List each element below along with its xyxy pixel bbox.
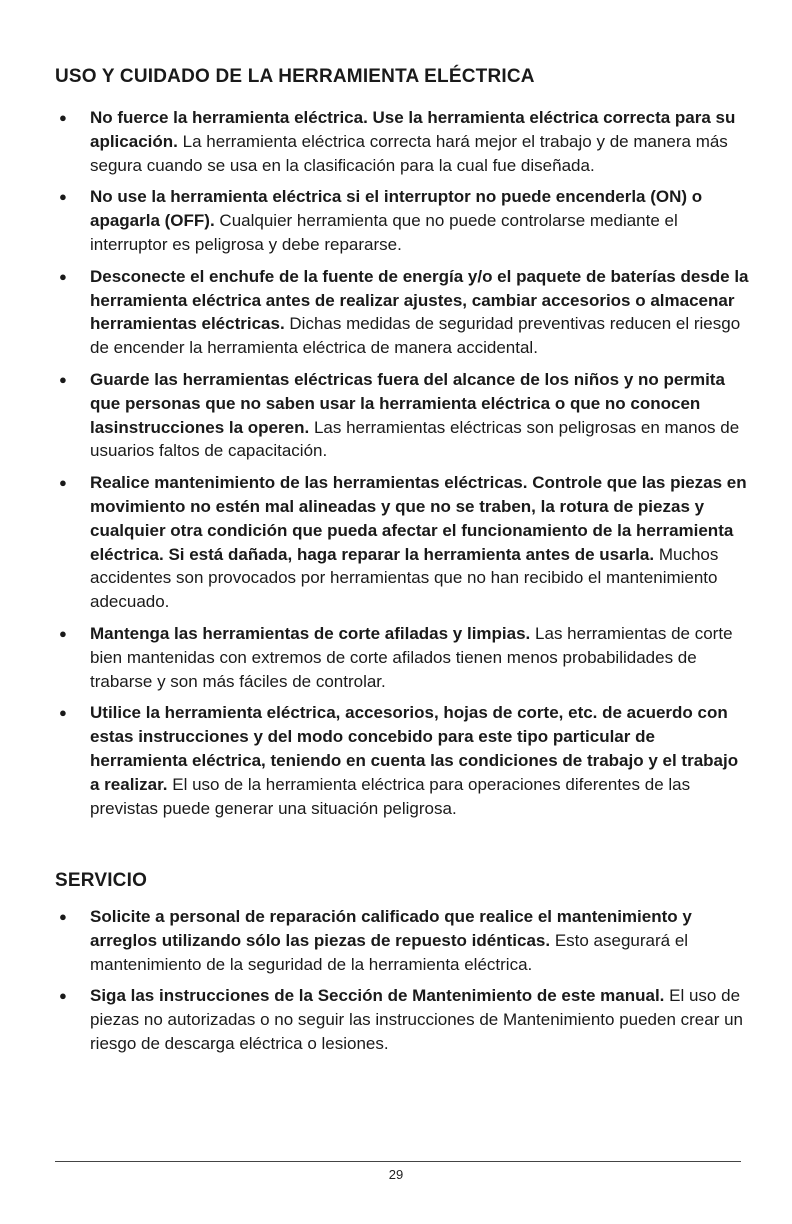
list-item: ● Mantenga las herramientas de corte afiladas y limpias. Las herramientas de corte bien mantenidas con extremos de corte afilados tienen menos probabilidades de trabarse y son más fáciles de controlar. [59,623,733,691]
page-number: 29 [388,1167,404,1182]
list-item: ● Realice mantenimiento de las herramientas eléctricas. Controle que las piezas en movimiento no estén mal alineadas y que no se traben, la rotura de piezas y cualquier otra condición que pueda afectar el funcionamiento de la herramienta eléctrica. Si está dañada, haga reparar la herramienta antes de usarla. Muchos accidentes son provocados por herramientas que no han recibido el mantenimiento adecuado. [59,473,747,612]
bullet-icon: ● [59,909,67,924]
footer-divider [55,1161,741,1162]
list-item: ● No fuerce la herramienta eléctrica. Use la herramienta eléctrica correcta para su aplicación. La herramienta eléctrica correcta hará mejor el trabajo y de manera más segura cuando se usa en la clasificación para la cual fue diseñada. [59,108,736,175]
bullet-icon: ● [59,268,67,284]
bullet-list-servicio [59,905,750,1064]
bullet-icon: ● [59,705,67,721]
bullet-icon: ● [59,371,67,387]
list-item: ● Siga las instrucciones de la Sección de Mantenimiento de este manual. El uso de piezas no autorizadas o no seguir las instrucciones de Mantenimiento pueden crear un riesgo de descarga eléctrica o lesiones. [59,986,744,1053]
list-item: ● Utilice la herramienta eléctrica, accesorios, hojas de corte, etc. de acuerdo con estas instrucciones y del modo concebido para este tipo particular de herramienta eléctrica, teniendo en cuenta las condiciones de trabajo y el trabajo a realizar. El uso de la herramienta eléctrica para operaciones diferentes de las previstas puede generar una situación peligrosa. [59,703,739,818]
list-item: ● No use la herramienta eléctrica si el interruptor no puede encenderla (ON) o apagarla (OFF). Cualquier herramienta que no puede controlarse mediante el interruptor es peligrosa y debe repararse. [59,187,703,254]
bullet-list-uso-cuidado [59,106,750,828]
bullet-icon: ● [59,189,67,205]
section-title-uso-cuidado: USO Y CUIDADO DE LA HERRAMIENTA ELÉCTRICA [55,66,535,87]
bullet-icon: ● [59,625,67,641]
list-item: ● Solicite a personal de reparación calificado que realice el mantenimiento y arreglos utilizando sólo las piezas de repuesto idénticas. Esto asegurará el mantenimiento de la seguridad de la herramienta eléctrica. [59,907,692,974]
list-item: ● Desconecte el enchufe de la fuente de energía y/o el paquete de baterías desde la herramienta eléctrica antes de realizar ajustes, cambiar accesorios o almacenar herramientas eléctricas. Dichas medidas de seguridad preventivas reducen el riesgo de encender la herramienta eléctrica de manera accidental. [59,266,749,358]
bullet-icon: ● [59,988,67,1004]
bullet-icon: ● [59,110,67,125]
section-title-servicio: SERVICIO [55,870,148,891]
bullet-icon: ● [59,475,67,491]
list-item: ● Guarde las herramientas eléctricas fuera del alcance de los niños y no permita que personas que no saben usar la herramienta eléctrica o que no conocen lasinstrucciones la operen. Las herramientas eléctricas son peligrosas en manos de usuarios faltos de capacitación. [59,369,740,461]
